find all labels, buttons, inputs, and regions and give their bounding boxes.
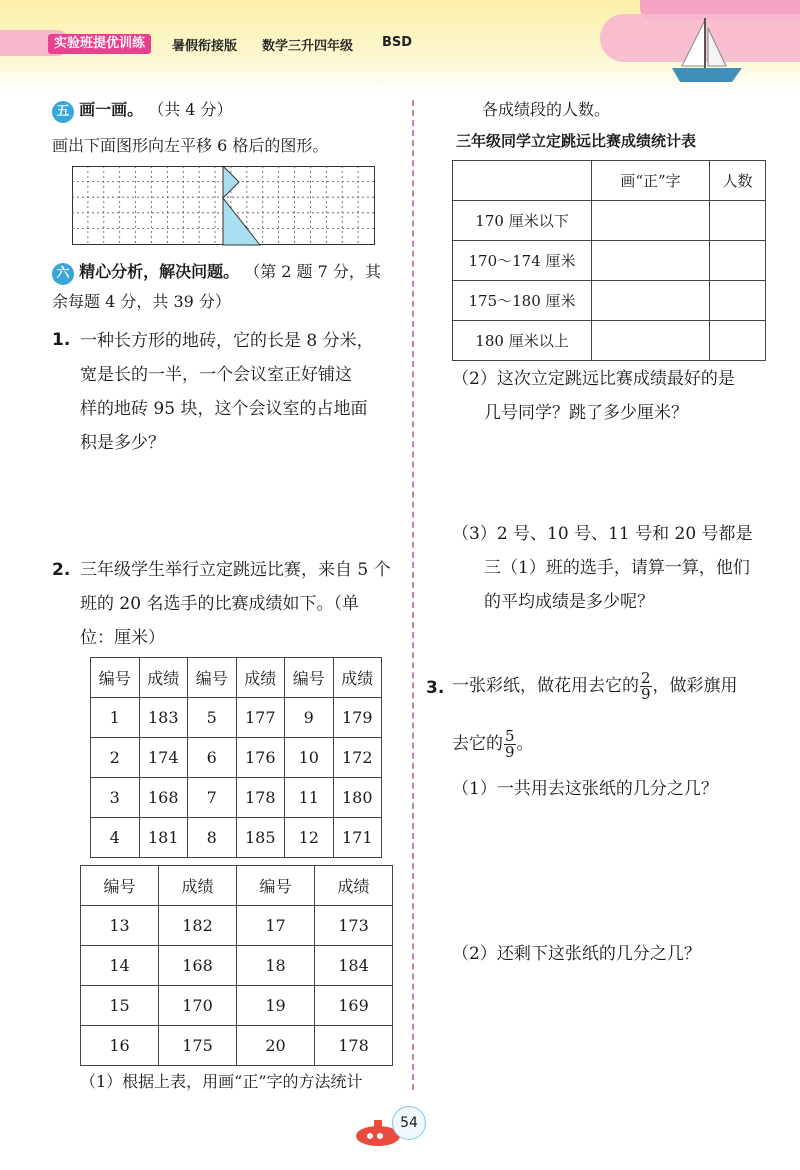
q2-sub3-line: 的平均成绩是多少呢？ [484,592,654,612]
table-cell: 17 [237,906,315,946]
table-cell: 3 [91,778,140,818]
q2-text [80,553,410,655]
table-cell: 176 [236,738,285,778]
section-6-points-cont: 余每题 4 分，共 39 分） [52,292,231,311]
q1-line: 样的地砖 95 块，这个会议室的占地面 [80,399,368,419]
q2-sub3 [452,517,782,619]
scores-table-2 [80,865,393,1066]
table-cell: 170 [159,986,237,1026]
q2-number: 2. [52,560,71,580]
table-row [453,321,766,361]
q1-line: 宽是长的一半，一个会议室正好铺这 [80,365,352,385]
q2-line: 班的 20 名选手的比赛成绩如下。（单 [80,594,359,614]
table-cell: 172 [333,738,382,778]
range-cell: 180 厘米以上 [453,321,592,361]
header-cell: 编号 [285,658,334,698]
q1-number: 1. [52,330,71,350]
section-5-icon: 五 [52,101,74,123]
range-cell: 170 厘米以下 [453,201,592,241]
stats-table [452,160,766,361]
stats-table-title: 三年级同学立定跳远比赛成绩统计表 [456,132,697,150]
q3-line-2 [452,722,534,766]
book-badge: 实验班提优训练 [48,34,151,54]
header-cell: 编号 [188,658,237,698]
section-6-heading [52,262,381,285]
range-cell: 170～174 厘米 [453,241,592,281]
q2-sub3-line: 三（1）班的选手，请算一算，他们 [484,558,750,578]
table-cell: 15 [81,986,159,1026]
table-cell: 179 [333,698,382,738]
q1-line: 积是多少？ [80,433,165,453]
table-cell: 7 [188,778,237,818]
table-cell: 16 [81,1026,159,1066]
table-cell: 5 [188,698,237,738]
count-cell[interactable] [710,241,766,281]
table-cell: 6 [188,738,237,778]
table-row [91,738,382,778]
q2-sub2-line: 几号同学？跳了多少厘米？ [484,403,688,423]
range-cell: 175～180 厘米 [453,281,592,321]
header-cell: 编号 [237,866,315,906]
header-cell [453,161,592,201]
page-number: 54 [392,1106,426,1140]
header-cell: 编号 [81,866,159,906]
fraction-numerator: 5 [505,727,515,745]
q2-sub3-line: （3）2 号、10 号、11 号和 20 号都是 [452,524,753,544]
q3-text: 一张彩纸，做花用去它的 [452,676,639,696]
table-cell: 2 [91,738,140,778]
q2-sub1-text-cont: 各成绩段的人数。 [482,100,611,119]
table-header-row [91,658,382,698]
table-row [91,698,382,738]
table-row [81,906,393,946]
table-row [81,986,393,1026]
table-row [453,281,766,321]
table-cell: 13 [81,906,159,946]
table-cell: 14 [81,946,159,986]
table-row [81,1026,393,1066]
q3-text: 。 [516,734,534,754]
tally-cell[interactable] [592,281,710,321]
table-cell: 175 [159,1026,237,1066]
table-cell: 177 [236,698,285,738]
edition-label: BSD [382,35,413,50]
q3-text: 去它的 [452,734,503,754]
q2-line: 位：厘米） [80,628,165,648]
header-cell: 成绩 [159,866,237,906]
section-5-heading [52,100,233,123]
q2-sub2-line: （2）这次立定跳远比赛成绩最好的是 [452,369,735,389]
fraction-2-9 [640,671,652,702]
section-5-points: （共 4 分） [148,100,233,119]
q1-line: 一种长方形的地砖，它的长是 8 分米， [80,331,374,351]
table-cell: 185 [236,818,285,858]
book-subtitle: 暑假衔接版 [172,39,238,54]
fraction-5-9 [504,729,516,760]
table-cell: 181 [139,818,188,858]
course-label: 数学三升四年级 [262,39,354,54]
header-cell: 成绩 [333,658,382,698]
table-cell: 180 [333,778,382,818]
count-cell[interactable] [710,321,766,361]
table-cell: 182 [159,906,237,946]
table-row [453,201,766,241]
table-cell: 18 [237,946,315,986]
table-row [453,241,766,281]
dot-grid-figure [72,166,382,246]
table-cell: 20 [237,1026,315,1066]
q3-sub1: （1）一共用去这张纸的几分之几？ [452,779,718,799]
header-cell: 成绩 [236,658,285,698]
table-cell: 169 [315,986,393,1026]
header-cell: 成绩 [315,866,393,906]
section-6-title: 精心分析，解决问题。 [79,262,240,281]
table-row [91,778,382,818]
tally-cell[interactable] [592,201,710,241]
fraction-denominator: 9 [505,743,515,761]
table-cell: 8 [188,818,237,858]
table-cell: 178 [236,778,285,818]
header-cell: 成绩 [139,658,188,698]
q3-number: 3. [426,678,445,698]
q3-text: ，做彩旗用 [652,676,738,696]
section-6-points: （第 2 题 7 分，其 [244,262,381,281]
table-cell: 178 [315,1026,393,1066]
fraction-numerator: 2 [641,669,651,687]
table-cell: 9 [285,698,334,738]
table-cell: 168 [159,946,237,986]
section-5-instruction: 画出下面图形向左平移 6 格后的图形。 [52,136,329,155]
table-cell: 4 [91,818,140,858]
table-cell: 183 [139,698,188,738]
q2-sub2 [452,362,782,430]
q2-line: 三年级学生举行立定跳远比赛，来自 5 个 [80,560,391,580]
section-5-title: 画一画。 [79,100,144,119]
fraction-denominator: 9 [641,685,651,703]
scores-table-1 [90,657,382,858]
section-6-icon: 六 [52,263,74,285]
table-cell: 173 [315,906,393,946]
table-cell: 171 [333,818,382,858]
table-cell: 168 [139,778,188,818]
header-cell: 画“正”字 [592,161,710,201]
q2-sub1-text: （1）根据上表，用画“正”字的方法统计 [80,1072,363,1091]
header-cell: 编号 [91,658,140,698]
q1-text [80,324,410,460]
table-cell: 184 [315,946,393,986]
header-cell: 人数 [710,161,766,201]
table-cell: 11 [285,778,334,818]
table-cell: 174 [139,738,188,778]
table-cell: 1 [91,698,140,738]
tally-cell[interactable] [592,321,710,361]
table-row [81,946,393,986]
count-cell[interactable] [710,201,766,241]
column-divider [412,100,414,1090]
count-cell[interactable] [710,281,766,321]
table-cell: 12 [285,818,334,858]
table-header-row [453,161,766,201]
q3-sub2: （2）还剩下这张纸的几分之几？ [452,944,701,964]
tally-cell[interactable] [592,241,710,281]
table-header-row [81,866,393,906]
table-row [91,818,382,858]
sailboat-icon [660,14,750,88]
q3-line-1 [452,664,738,708]
table-cell: 10 [285,738,334,778]
table-cell: 19 [237,986,315,1026]
